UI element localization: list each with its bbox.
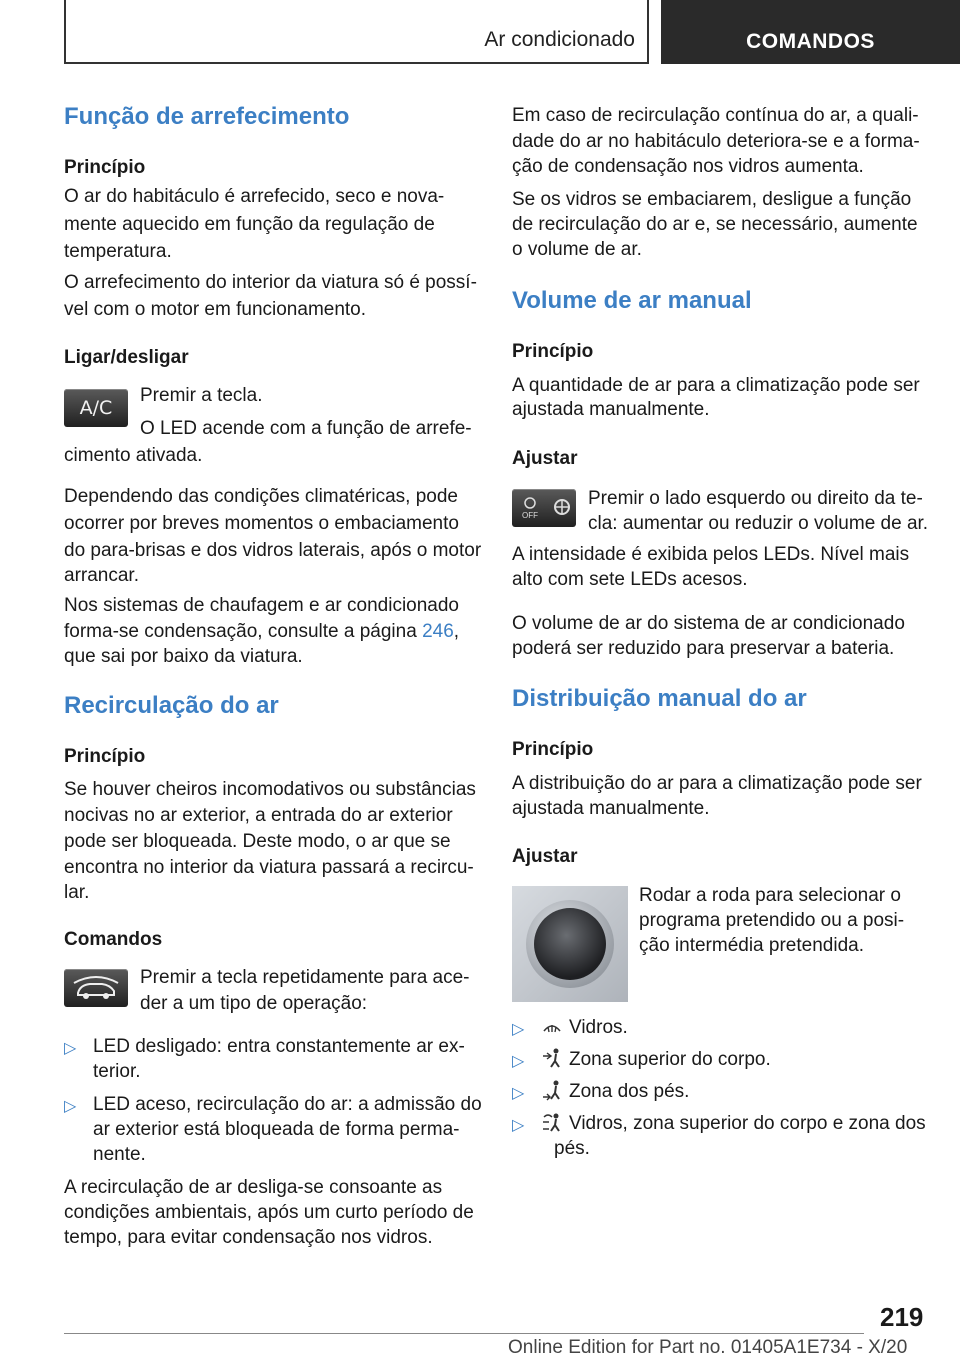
header-chapter-title: COMANDOS — [746, 30, 875, 53]
list-item-text: Vidros, zona superior do corpo e zona dos — [569, 1113, 926, 1134]
text-line: Rodar a roda para selecionar o — [639, 885, 901, 906]
list-item-text: ar exterior está bloqueada de forma perma- — [93, 1119, 460, 1140]
text-line: condições ambientais, após um curto período de — [64, 1202, 474, 1223]
recirculation-car-icon — [64, 969, 128, 1007]
ac-button-label: A/C — [79, 397, 113, 419]
subheading-controls: Comandos — [64, 929, 163, 950]
text-line: vel com o motor em funcionamento. — [64, 299, 367, 320]
text-line: temperatura. — [64, 241, 172, 262]
text-line: nocivas no ar exterior, a entrada do ar exterior — [64, 805, 453, 826]
list-item-text: Vidros. — [569, 1017, 628, 1038]
air-distribution-dial-image — [512, 886, 628, 1002]
text-line: mente aquecido em função da regulação de — [64, 214, 435, 235]
header-section-title: Ar condicionado — [484, 28, 635, 51]
text-line: ajustada manualmente. — [512, 399, 710, 420]
heading-manual-air-volume: Volume de ar manual — [512, 287, 752, 314]
text-line: der a um tipo de operação: — [140, 993, 368, 1014]
list-item-text: Zona dos pés. — [569, 1081, 690, 1102]
text-line: Premir a tecla repetidamente para ace- — [140, 967, 470, 988]
text-line: ção de condensação nos vidros aumenta. — [512, 156, 864, 177]
header-section-box — [64, 0, 649, 64]
all-zones-vent-icon — [542, 1111, 562, 1133]
text-line: Nos sistemas de chaufagem e ar condicionado — [64, 595, 460, 616]
subheading-principle: Princípio — [512, 341, 594, 362]
text-line: Premir a tecla. — [140, 385, 263, 406]
text-line: A intensidade é exibida pelos LEDs. Nível mais — [512, 544, 910, 565]
text-line: A quantidade de ar para a climatização pode ser — [512, 375, 920, 396]
windshield-icon — [542, 1017, 562, 1037]
header-chapter-box — [661, 0, 960, 64]
fan-icon — [512, 489, 576, 527]
list-item-text: LED desligado: entra constantemente ar ex- — [93, 1036, 465, 1057]
text-line: encontra no interior da viatura passará a recircu- — [64, 857, 474, 878]
text-line: O ar do habitáculo é arrefecido, seco e nova- — [64, 186, 445, 207]
subheading-principle: Princípio — [64, 157, 146, 178]
text-line: lar. — [64, 882, 90, 903]
text-line: cla: aumentar ou reduzir o volume de ar. — [588, 513, 929, 534]
subheading-on-off: Ligar/desligar — [64, 347, 189, 368]
bullet-marker: ▷ — [512, 1085, 525, 1102]
list-item-text: LED aceso, recirculação do ar: a admissão do — [93, 1094, 482, 1115]
dial-knob — [534, 908, 606, 980]
bullet-marker: ▷ — [64, 1040, 77, 1057]
text-line: programa pretendido ou a posi- — [639, 910, 905, 931]
heading-cooling-function: Função de arrefecimento — [64, 103, 350, 130]
text-line: arrancar. — [64, 565, 139, 586]
subheading-principle: Princípio — [64, 746, 146, 767]
page-reference-link[interactable]: 246 — [422, 621, 454, 642]
subheading-principle: Princípio — [512, 739, 594, 760]
heading-manual-air-distribution: Distribuição manual do ar — [512, 685, 807, 712]
list-item-text: terior. — [93, 1061, 141, 1082]
text-line: alto com sete LEDs acesos. — [512, 569, 748, 590]
text-line: A distribuição do ar para a climatização pode ser — [512, 773, 922, 794]
bullet-marker: ▷ — [512, 1053, 525, 1070]
subheading-adjust: Ajustar — [512, 846, 578, 867]
list-item-text: nente. — [93, 1144, 146, 1165]
subheading-adjust: Ajustar — [512, 448, 578, 469]
text-line: do para-brisas e dos vidros laterais, após o motor — [64, 540, 482, 561]
text-line: forma-se condensação, consulte a página 246, — [64, 621, 460, 642]
bullet-marker: ▷ — [512, 1021, 525, 1038]
text-line: Em caso de recirculação contínua do ar, a quali- — [512, 105, 919, 126]
text-line: pode ser bloqueada. Deste modo, o ar que se — [64, 831, 451, 852]
text-line: O LED acende com a função de arrefe- — [140, 418, 472, 439]
list-item-text: Zona superior do corpo. — [569, 1049, 771, 1070]
heading-recirculation: Recirculação do ar — [64, 692, 279, 719]
footwell-vent-icon — [542, 1079, 562, 1101]
text-line: que sai por baixo da viatura. — [64, 646, 303, 667]
bullet-marker: ▷ — [64, 1098, 77, 1115]
footer-divider — [64, 1333, 864, 1334]
text-line: poderá ser reduzido para preservar a bateria. — [512, 638, 895, 659]
ac-button-image — [64, 389, 128, 427]
footer-edition-text: Online Edition for Part no. 01405A1E734 - X/20 — [508, 1337, 908, 1358]
text-line: dade do ar no habitáculo deteriora-se e a forma- — [512, 131, 920, 152]
text-line: A recirculação de ar desliga-se consoante as — [64, 1177, 443, 1198]
text-line: cimento ativada. — [64, 445, 203, 466]
text-line: O arrefecimento do interior da viatura só é possí- — [64, 272, 477, 293]
text-line: O volume de ar do sistema de ar condicionado — [512, 613, 905, 634]
text-line: Premir o lado esquerdo ou direito da te- — [588, 488, 923, 509]
upper-body-vent-icon — [542, 1047, 562, 1069]
fan-button-image — [512, 489, 576, 527]
text-line: Se houver cheiros incomodativos ou substâncias — [64, 779, 476, 800]
text-line: de recirculação do ar e, se necessário, aumente — [512, 214, 918, 235]
fan-button-off-label: OFF — [522, 511, 538, 520]
bullet-marker: ▷ — [512, 1117, 525, 1134]
text-line: Dependendo das condições climatéricas, pode — [64, 486, 458, 507]
text-line: tempo, para evitar condensação nos vidros. — [64, 1227, 433, 1248]
text-line: ção intermédia pretendida. — [639, 935, 864, 956]
recirculation-button-image — [64, 969, 128, 1007]
text-line: Se os vidros se embaciarem, desligue a função — [512, 189, 912, 210]
text-line: o volume de ar. — [512, 239, 642, 260]
page-number: 219 — [880, 1302, 924, 1332]
list-item-text: pés. — [554, 1138, 590, 1159]
text-line: ocorrer por breves momentos o embaciamento — [64, 513, 459, 534]
text-line: ajustada manualmente. — [512, 798, 710, 819]
